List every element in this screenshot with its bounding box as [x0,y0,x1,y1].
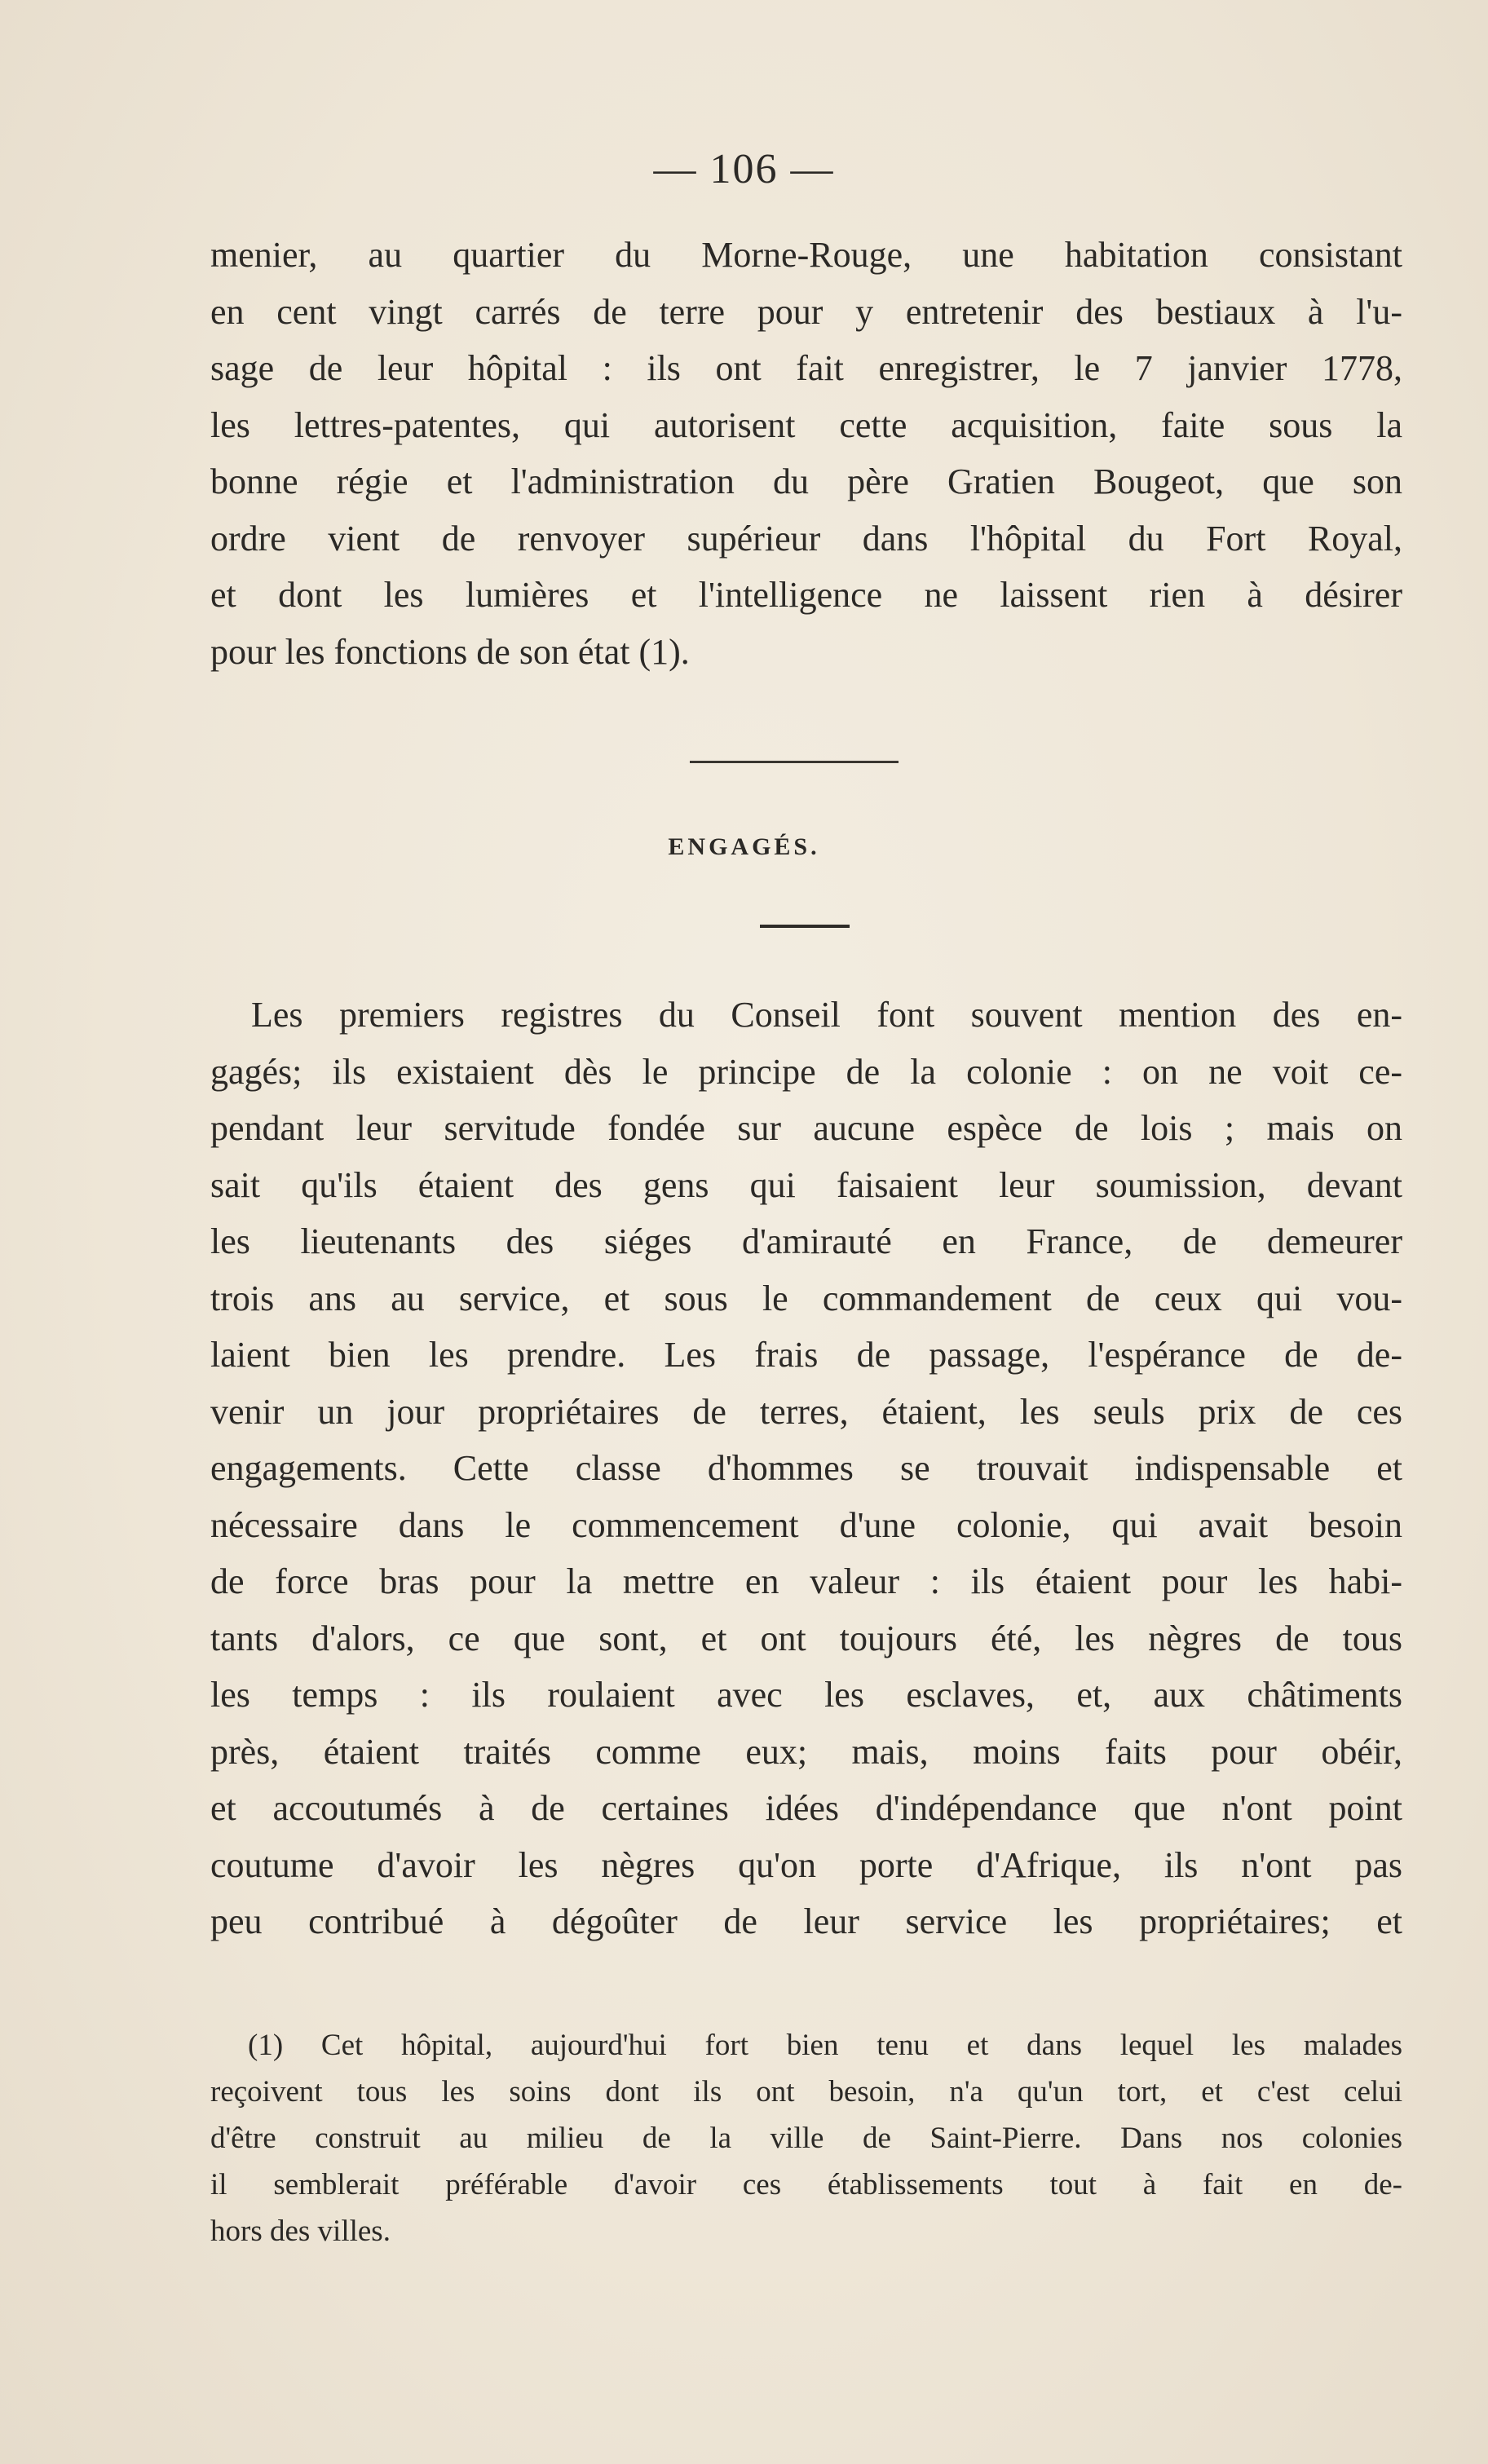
text-line: Les premiers registres du Conseil font souvent mention des en- [251,995,1402,1035]
text-line: et dont les lumières et l'intelligence ne laissent rien à désirer [210,575,1402,615]
footnote [210,2022,1402,2254]
text-line: tants d'alors, ce que sont, et ont toujours été, les nègres de tous [210,1618,1402,1658]
text-line: nécessaire dans le commencement d'une colonie, qui avait besoin [210,1504,1402,1545]
text-line: les lettres-patentes, qui autorisent cette acquisition, faite sous la [210,404,1402,445]
footnote-line: hors des villes. [210,2215,391,2248]
text-line: les lieutenants des siéges d'amirauté en France, de demeurer [210,1221,1402,1261]
footnote-line: (1) Cet hôpital, aujourd'hui fort bien tenu et dans lequel les malades [248,2029,1402,2062]
text-line: trois ans au service, et sous le commandement de ceux qui vou- [210,1278,1402,1318]
text-line: engagements. Cette classe d'hommes se trouvait indispensable et [210,1448,1402,1488]
text-line: coutume d'avoir les nègres qu'on porte d'Afrique, ils n'ont pas [210,1844,1402,1885]
text-line: près, étaient traités comme eux; mais, moins faits pour obéir, [210,1731,1402,1772]
section-divider-bottom [760,925,850,928]
text-line: et accoutumés à de certaines idées d'indépendance que n'ont point [210,1788,1402,1828]
text-line: de force bras pour la mettre en valeur : ils étaient pour les habi- [210,1561,1402,1601]
text-line: venir un jour propriétaires de terres, étaient, les seuls prix de ces [210,1391,1402,1432]
section-heading: ENGAGÉS. [668,833,820,860]
text-line: menier, au quartier du Morne-Rouge, une habitation consistant [210,235,1402,275]
text-line: sait qu'ils étaient des gens qui faisaient leur soumission, devant [210,1164,1402,1205]
text-line: sage de leur hôpital : ils ont fait enregistrer, le 7 janvier 1778, [210,348,1402,388]
section-divider-top [690,761,899,763]
text-line: pour les fonctions de son état (1). [210,631,690,672]
text-line: en cent vingt carrés de terre pour y entretenir des bestiaux à l'u- [210,291,1402,332]
text-line: peu contribué à dégoûter de leur service les propriétaires; et [210,1901,1402,1941]
main-paragraph [210,987,1402,1950]
text-line: gagés; ils existaient dès le principe de la colonie : on ne voit ce- [210,1051,1402,1092]
text-line: pendant leur servitude fondée sur aucune espèce de lois ; mais on [210,1108,1402,1148]
footnote-line: d'être construit au milieu de la ville de Saint-Pierre. Dans nos colonies [210,2122,1402,2155]
footnote-line: il semblerait préférable d'avoir ces établissements tout à fait en de- [210,2168,1402,2201]
text-line: laient bien les prendre. Les frais de passage, l'espérance de de- [210,1335,1402,1375]
footnote-line: reçoivent tous les soins dont ils ont besoin, n'a qu'un tort, et c'est celui [210,2075,1402,2109]
page-number: — 106 — [653,146,835,192]
text-line: les temps : ils roulaient avec les esclaves, et, aux châtiments [210,1675,1402,1715]
text-line: bonne régie et l'administration du père Gratien Bougeot, que son [210,461,1402,501]
top-paragraph [210,227,1402,680]
text-line: ordre vient de renvoyer supérieur dans l'hôpital du Fort Royal, [210,518,1402,559]
